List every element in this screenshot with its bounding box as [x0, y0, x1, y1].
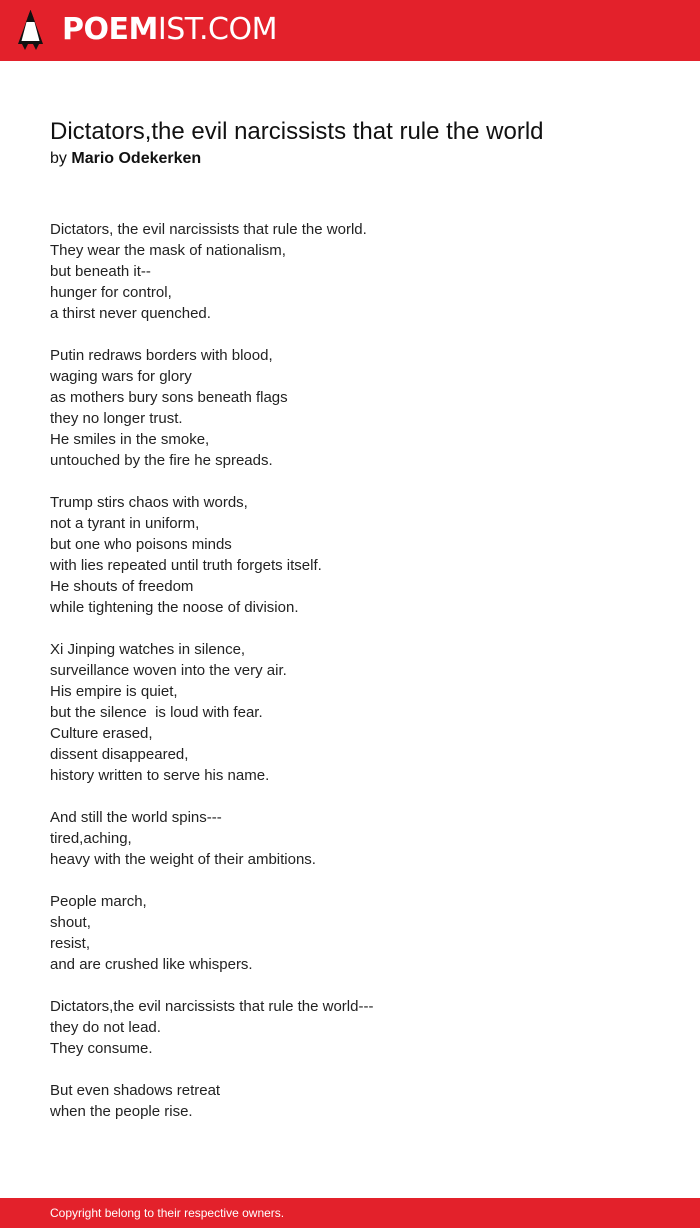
logo-bold-text: POEM — [62, 12, 158, 47]
stanza — [50, 996, 650, 1059]
poem-line: heavy with the weight of their ambitions. — [50, 851, 316, 868]
site-logo[interactable] — [62, 12, 277, 48]
poem-line: hunger for control, — [50, 284, 172, 301]
poem-line: They consume. — [50, 1040, 153, 1057]
poem-line: Dictators,the evil narcissists that rule the world--- — [50, 998, 374, 1015]
pencil-tip-icon[interactable] — [17, 10, 44, 51]
poem-line: resist, — [50, 935, 91, 952]
header-bar — [0, 0, 700, 61]
poem-line: and are crushed like whispers. — [50, 956, 253, 973]
poem-line: they do not lead. — [50, 1019, 161, 1036]
poem-line: His empire is quiet, — [50, 683, 178, 700]
stanza — [50, 219, 650, 324]
poem-line: Dictators, the evil narcissists that rule the world. — [50, 221, 367, 238]
copyright-text: Copyright belong to their respective owners. — [50, 1206, 285, 1220]
stanza-break — [50, 618, 650, 639]
poem-line: with lies repeated until truth forgets itself. — [50, 557, 322, 574]
poem-line: not a tyrant in uniform, — [50, 515, 200, 532]
poem-line: surveillance woven into the very air. — [50, 662, 287, 679]
stanza-break — [50, 870, 650, 891]
poem-line: but the silence is loud with fear. — [50, 704, 263, 721]
poem-line: they no longer trust. — [50, 410, 183, 427]
poem-line: And still the world spins--- — [50, 809, 222, 826]
poem-line: shout, — [50, 914, 91, 931]
poem-line: He shouts of freedom — [50, 578, 194, 595]
poem-line: But even shadows retreat — [50, 1082, 221, 1099]
poem-line: as mothers bury sons beneath flags — [50, 389, 288, 406]
stanza — [50, 639, 650, 786]
poem-line: but beneath it-- — [50, 263, 151, 280]
poem-line: a thirst never quenched. — [50, 305, 211, 322]
logo-light-text: IST.COM — [157, 12, 277, 47]
poem-line: They wear the mask of nationalism, — [50, 242, 286, 259]
poem-line: Trump stirs chaos with words, — [50, 494, 248, 511]
poem-body — [50, 219, 650, 1122]
poem-line: waging wars for glory — [50, 368, 192, 385]
author-name: Mario Odekerken — [71, 150, 202, 167]
stanza-break — [50, 471, 650, 492]
stanza-break — [50, 786, 650, 807]
poem-line: dissent disappeared, — [50, 746, 189, 763]
stanza-break — [50, 1059, 650, 1080]
stanza — [50, 492, 650, 618]
footer-bar — [0, 1198, 700, 1228]
poem-line: Putin redraws borders with blood, — [50, 347, 273, 364]
poem-line: untouched by the fire he spreads. — [50, 452, 273, 469]
stanza — [50, 891, 650, 975]
poem-line: Culture erased, — [50, 725, 153, 742]
poem-line: People march, — [50, 893, 147, 910]
stanza-break — [50, 324, 650, 345]
stanza — [50, 1080, 650, 1122]
poem-line: history written to serve his name. — [50, 767, 270, 784]
poem-line: but one who poisons minds — [50, 536, 232, 553]
stanza — [50, 345, 650, 471]
poem-title: Dictators,the evil narcissists that rule the world — [50, 118, 544, 145]
stanza — [50, 807, 650, 870]
poem-line: while tightening the noose of division. — [50, 599, 299, 616]
byline — [50, 149, 201, 169]
poem-line: tired,aching, — [50, 830, 132, 847]
stanza-break — [50, 975, 650, 996]
poem-line: Xi Jinping watches in silence, — [50, 641, 246, 658]
poem-line: He smiles in the smoke, — [50, 431, 210, 448]
byline-label: by — [50, 150, 67, 167]
poem-line: when the people rise. — [50, 1103, 193, 1120]
